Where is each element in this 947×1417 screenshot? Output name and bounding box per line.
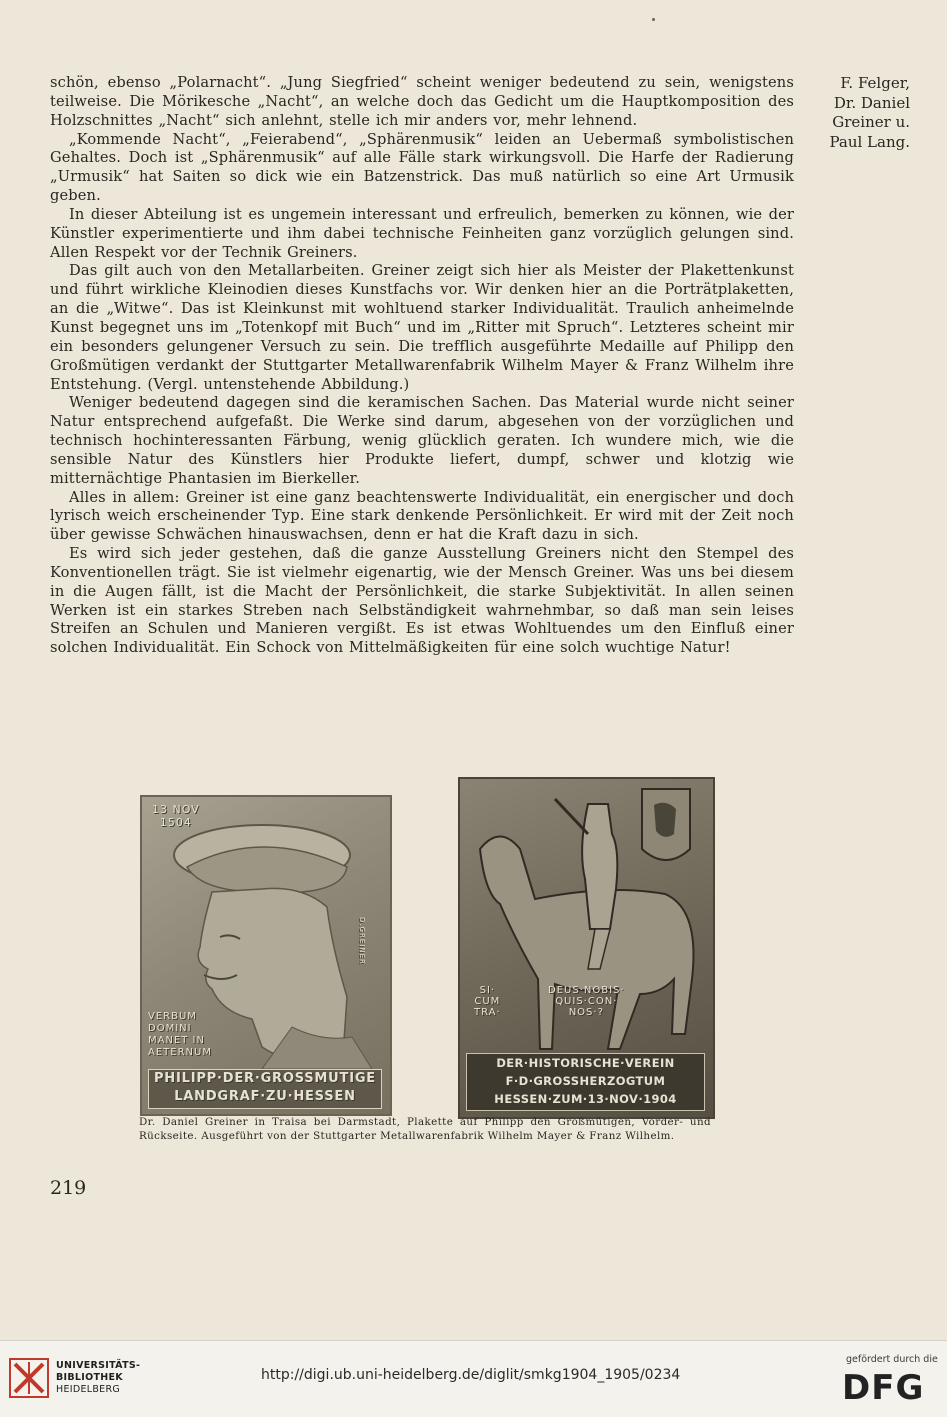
inscription-line: HESSEN·ZUM·13·NOV·1904 bbox=[494, 1092, 677, 1106]
page-number: 219 bbox=[50, 1177, 87, 1199]
inscription-line: LANDGRAF·ZU·HESSEN bbox=[174, 1089, 356, 1104]
plaque-back-image bbox=[458, 777, 715, 1119]
university-library-logo-icon[interactable] bbox=[9, 1358, 49, 1398]
permalink[interactable]: http://digi.ub.uni-heidelberg.de/diglit/smkg1904_1905/0234 bbox=[261, 1367, 681, 1383]
plaque-motto-line: DOMINI bbox=[148, 1023, 192, 1034]
paragraph: schön, ebenso „Polarnacht“. „Jung Siegfried“ scheint weniger bedeutend zu sein, wenigstens teilweise. Die Mörikesche „Nacht“, an welche doch das Gedicht um die Hauptkomposition des Holzschnittes „Nacht“ sich anlehnt, stelle ich mir anders vor, mehr lehnend. bbox=[50, 74, 794, 129]
library-name-line: BIBLIOTHEK bbox=[56, 1372, 123, 1383]
plaque-motto-line: MANET IN bbox=[148, 1035, 205, 1046]
plaque-motto-line: AETERNUM bbox=[148, 1047, 212, 1058]
motto-line: QUIS·CON· bbox=[555, 996, 618, 1007]
plaque-date bbox=[152, 803, 200, 829]
portrait-relief bbox=[142, 797, 390, 1114]
article-body bbox=[50, 74, 794, 658]
paragraph: „Kommende Nacht“, „Feierabend“, „Sphärenmusik“ leiden an Uebermaß symbolistischen Gehaltes. Doch ist „Sphärenmusik“ auf alle Fälle stark wirkungsvoll. Die Harfe der Radierung „Urmusik“ hat Saiten so dick wie ein Batzenstrick. Das muß natürlich so eine Art Urmusik geben. bbox=[50, 130, 794, 205]
paragraph: Weniger bedeutend dagegen sind die keramischen Sachen. Das Material wurde nicht seiner Natur entsprechend aufgefaßt. Die Werke sind darum, abgesehen von der vorzüglichen und technisch hochinteressanten Färbung, wenig glücklich geraten. Ich wundere mich, wie die sensible Natur des Künstlers hier Produkte liefert, dumpf, schwer und klotzig wie mitternächtige Phantasien im Bierkeller. bbox=[50, 394, 794, 487]
artist-signature: D.GREINER bbox=[358, 917, 366, 965]
margin-note-line: Paul Lang. bbox=[829, 132, 910, 151]
plaque-motto-line: VERBUM bbox=[148, 1011, 197, 1022]
plaque-inscription-band bbox=[466, 1053, 705, 1111]
plaque-motto-right bbox=[548, 985, 625, 1018]
viewer-footer bbox=[0, 1340, 947, 1417]
motto-line: TRA· bbox=[474, 1007, 501, 1018]
library-name-line: HEIDELBERG bbox=[56, 1384, 121, 1395]
paragraph: Das gilt auch von den Metallarbeiten. Greiner zeigt sich hier als Meister der Plakettenkunst und führt wirkliche Kleinodien dieses Kunstfachs vor. Wir denken hier an die Porträtplaketten, an die „Witwe“. Das ist Kleinkunst mit wohltuend starker Individualität. Traulich anheimelnde Kunst begegnet uns im „Totenkopf mit Buch“ und im „Ritter mit Spruch“. Letzteres scheint mir ein besonders gelungener Versuch zu sein. Die trefflich ausgeführte Medaille auf Philipp den Großmütigen verdankt der Stuttgarter Metallwarenfabrik Wilhelm Mayer & Franz Wilhelm ihre Entstehung. (Vergl. untenstehende Abbildung.) bbox=[50, 262, 794, 393]
motto-line: NOS·? bbox=[568, 1007, 604, 1018]
plaque-motto-left bbox=[474, 985, 501, 1018]
funding-note: gefördert durch die bbox=[846, 1354, 938, 1365]
inscription-line: PHILIPP·DER·GROSSMUTIGE bbox=[153, 1071, 376, 1086]
margin-note bbox=[810, 74, 910, 152]
paragraph: Es wird sich jeder gestehen, daß die ganze Ausstellung Greiners nicht den Stempel des Konventionellen trägt. Sie ist vielmehr eigenartig, wie der Mensch Greiner. Was uns bei diesem in die Augen fällt, ist die Macht der Persönlichkeit, die starke Subjektivität. In allen seinen Werken ist ein starkes Streben nach Selbständigkeit wahrnehmbar, so daß man sein leises Streifen an Schulen und Manieren vergißt. Es ist etwas Wohltuendes um den Einfluß einer solchen Individualität. Ein Schock von Mittelmäßigkeiten für eine solch wuchtige Natur! bbox=[50, 545, 794, 657]
paragraph: Alles in allem: Greiner ist eine ganz beachtenswerte Individualität, ein energischer und doch lyrisch weich erscheinender Typ. Eine stark denkende Persönlichkeit. Er wird mit der Zeit noch über gewisse Schwächen hinauswachsen, denn er hat die Kraft dazu in sich. bbox=[50, 488, 794, 544]
motto-line: DEUS·NOBIS· bbox=[548, 985, 625, 996]
library-name[interactable] bbox=[56, 1360, 140, 1396]
dfg-logo[interactable]: DFG bbox=[842, 1368, 925, 1408]
motto-line: SI· bbox=[479, 985, 496, 996]
library-name-line: UNIVERSITÄTS- bbox=[56, 1360, 141, 1371]
plaque-date-line: 1504 bbox=[159, 816, 192, 829]
plaque-inscription-band bbox=[148, 1069, 382, 1109]
print-speck bbox=[652, 18, 655, 21]
margin-note-line: F. Felger, bbox=[840, 74, 910, 92]
figure-caption: Dr. Daniel Greiner in Traisa bei Darmstadt, Plakette auf Philipp den Großmütigen, Vorder- und Rückseite. Ausgeführt von der Stuttgarter Metallwarenfabrik Wilhelm Mayer & Franz Wilhelm. bbox=[139, 1116, 711, 1142]
inscription-line: F·D·GROSSHERZOGTUM bbox=[505, 1074, 666, 1088]
paragraph: In dieser Abteilung ist es ungemein interessant und erfreulich, bemerken zu können, wie der Künstler experimentierte und ihm dabei technische Feinheiten ganz vorzüglich gelungen sind. Allen Respekt vor der Technik Greiners. bbox=[50, 205, 794, 261]
plaque-date-line: 13 NOV bbox=[152, 803, 200, 816]
motto-line: CUM bbox=[474, 996, 501, 1007]
inscription-line: DER·HISTORISCHE·VEREIN bbox=[496, 1056, 675, 1070]
plaque-motto bbox=[148, 1011, 212, 1059]
margin-note-line: Greiner u. bbox=[832, 113, 910, 131]
margin-note-line: Dr. Daniel bbox=[833, 93, 910, 112]
plaque-front-image bbox=[140, 795, 392, 1116]
